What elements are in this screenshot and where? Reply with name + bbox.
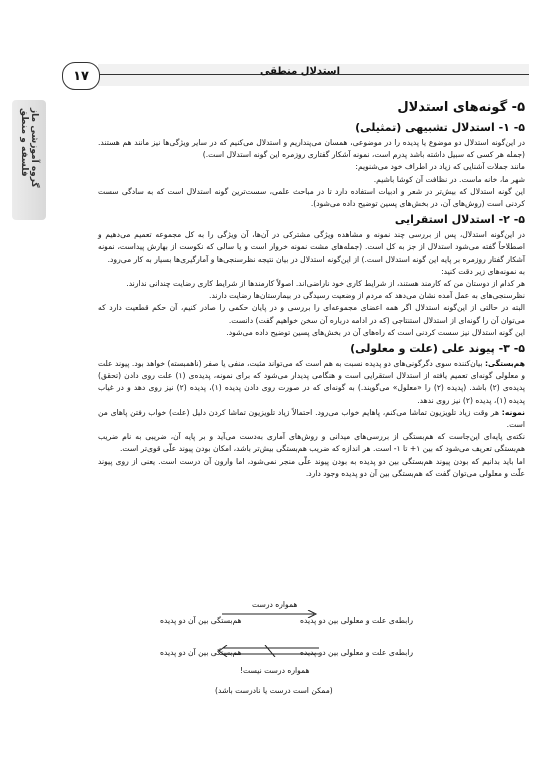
s2-paragraph-2: به نمونه‌های زیر دقت کنید: — [441, 266, 525, 276]
s1-paragraph-4: این گونه استدلال که بیش‌تر در شعر و ادبیات استفاده دارد تا در مباحث علمی، سست‌ترین گونه استدلال است که به سادگی سست کردنی است (روش‌های آن، در بخش‌های پسین توضیح داده می‌شود). — [98, 186, 525, 209]
correlation-term: هم‌بستگی: — [484, 359, 525, 369]
s2-paragraph-4: نظرسنجی‌های به عمل آمده نشان می‌دهد که مردم از وضعیت رسیدگی در بیمارستان‌ها رضایت دارند. — [209, 291, 525, 301]
page-content — [98, 100, 525, 480]
s3-paragraph-1 — [98, 358, 525, 407]
s1-paragraph-1: در این‌گونه استدلال دو موضوع یا پدیده را در موضوعی، همسان می‌پنداریم و استدلال می‌کنیم که در سایر ویژگی‌ها نیز مانند هم هستند. (جمله هر کسی که سبیل داشته باشد پدرم است، نمونه آشکار گفتاری روزمره این گونه استدلال است.) — [98, 138, 525, 160]
s3-paragraph-2-text: هر وقت زیاد تلویزیون تماشا می‌کنم، پاهایم خواب می‌رود. احتمالاً زیاد تلویزیون تماشا کردن دلیل (علت) خواب رفتن پاهای من است. — [98, 407, 525, 430]
diagram-top-label: همواره درست — [252, 600, 298, 609]
s2-paragraph-5: البته در حالتی از این‌گونه استدلال اگر همه اعضای مجموعه‌ای را بررسی و در پایان حکمی را صادر کنیم، آن حکم قطعیت دارد که می‌توان آن را گونه‌ای از استدلال استنتاجی (که در ادامه درباره آن سخن خواهیم گفت) دانست. — [98, 303, 525, 325]
diagram-row2-right: هم‌بستگی بین آن دو پدیده — [160, 648, 242, 657]
subsection-1-title: ۵- ۱- استدلال تشبیهی (تمثیلی) — [355, 121, 525, 134]
subsection-2-title: ۵- ۲- استدلال استقرایی — [394, 213, 525, 227]
diagram-row2-left: رابطه‌ی علت و معلولی بین دو پدیده — [300, 648, 414, 657]
s3-paragraph-3: نکته‌ی پایه‌ای این‌جاست که هم‌بستگی از بررسی‌های میدانی و روش‌های آماری به‌دست می‌آید و بر پایه آن، ضریبی به نام ضریب هم‌بستگی تعریف می‌شود که بین ۱+ تا ۱- است. هر اندازه که ضریب هم‌بستگی بیش‌تر باشد، امکان بودن پیوند علّی قوی‌تر است. — [98, 432, 525, 454]
s3-paragraph-4: اما باید بدانیم که بودن پیوند هم‌بستگی بین دو پدیده به بودن پیوند علّی منجر نمی‌شود، اما وارون آن درست است. یعنی از روی پیوند علّت و معلولی می‌توان گفت که هم‌بستگی بین آن دو پدیده وجود دارد. — [98, 456, 525, 478]
s1-paragraph-2: مانند جملات آشنایی که زیاد در اطراف خود می‌شنویم: — [355, 162, 525, 172]
diagram-arrow-crossed-icon — [215, 645, 325, 657]
diagram-bottom-label: همواره درست نیست! — [240, 666, 310, 675]
example-term: نمونه: — [501, 407, 525, 417]
diagram-row1-right: هم‌بستگی بین آن دو پدیده — [160, 616, 242, 625]
causation-diagram — [140, 600, 440, 750]
running-title: استدلال منطقی — [260, 66, 341, 77]
side-tab-label: گروه آموزشی ماز فلسفه و منطق — [19, 108, 39, 188]
diagram-note: (ممکن است درست یا نادرست باشد) — [215, 686, 333, 695]
section-title: ۵- گونه‌های استدلال — [397, 100, 525, 115]
diagram-arrow-right-icon — [220, 610, 320, 618]
s1-paragraph-3: شهر ما، خانه ماست. در نظافت آن کوشا باشیم. — [373, 174, 525, 184]
subsection-3-title: ۵- ۳- پیوند علی (علت و معلولی) — [350, 342, 525, 356]
s2-paragraph-1: در این‌گونه استدلال، پس از بررسی چند نمونه و مشاهده ویژگی مشترکی در آن‌ها، آن ویژگی را به کل مجموعه تعمیم می‌دهیم و اصطلاحاً گفته می‌شود استدلال از جز به کل است. (جمله‌های مشت نمونه خروار است و یا سالی که نکوست از بهارش پیداست، نمونه آشکار گفتار روزمره بر پایه این گونه استدلال است.) از این‌گونه استدلال در بیان نتیجه نظرسنجی‌ها و آمارگیری‌ها بسیار به کار می‌رود. — [98, 230, 525, 264]
s3-paragraph-2 — [98, 407, 525, 431]
page-number: ۱۷ — [62, 62, 100, 90]
s2-paragraph-3: هر کدام از دوستان من که کارمند هستند، از شرایط کاری خود ناراضی‌اند. اصولاً کارمندها از شرایط کاری رضایت چندانی ندارند. — [126, 279, 525, 289]
s2-paragraph-6: این گونه استدلال نیز سست کردنی است که راه‌های آن در بخش‌های پسین توضیح داده می‌شود. — [226, 327, 525, 337]
s3-paragraph-1-text: بیان‌کننده سوی دگرگونی‌های دو پدیده نسبت به هم است که می‌تواند مثبت، منفی یا صفر (ناهمبسته) خواهد بود. پیوند علت و معلولی گونه‌ای تعمیم یافته از استدلال استقرایی است و هنگامی پدیدار می‌شود که برای نمونه، پدیده‌ی (۱) علت روی دادن (تحقق) پدیده‌ی (۲) باشد. (پدیده (۲) را «معلول» می‌گویند.) به گونه‌ای که در صورت روی دادن پدیده (۱)، پدیده (۲) نیز روی دهد و در غیاب پدیده (۱)، پدیده (۲) نیز روی ندهد. — [98, 359, 526, 405]
diagram-row1-left: رابطه‌ی علت و معلولی بین دو پدیده — [300, 616, 414, 625]
